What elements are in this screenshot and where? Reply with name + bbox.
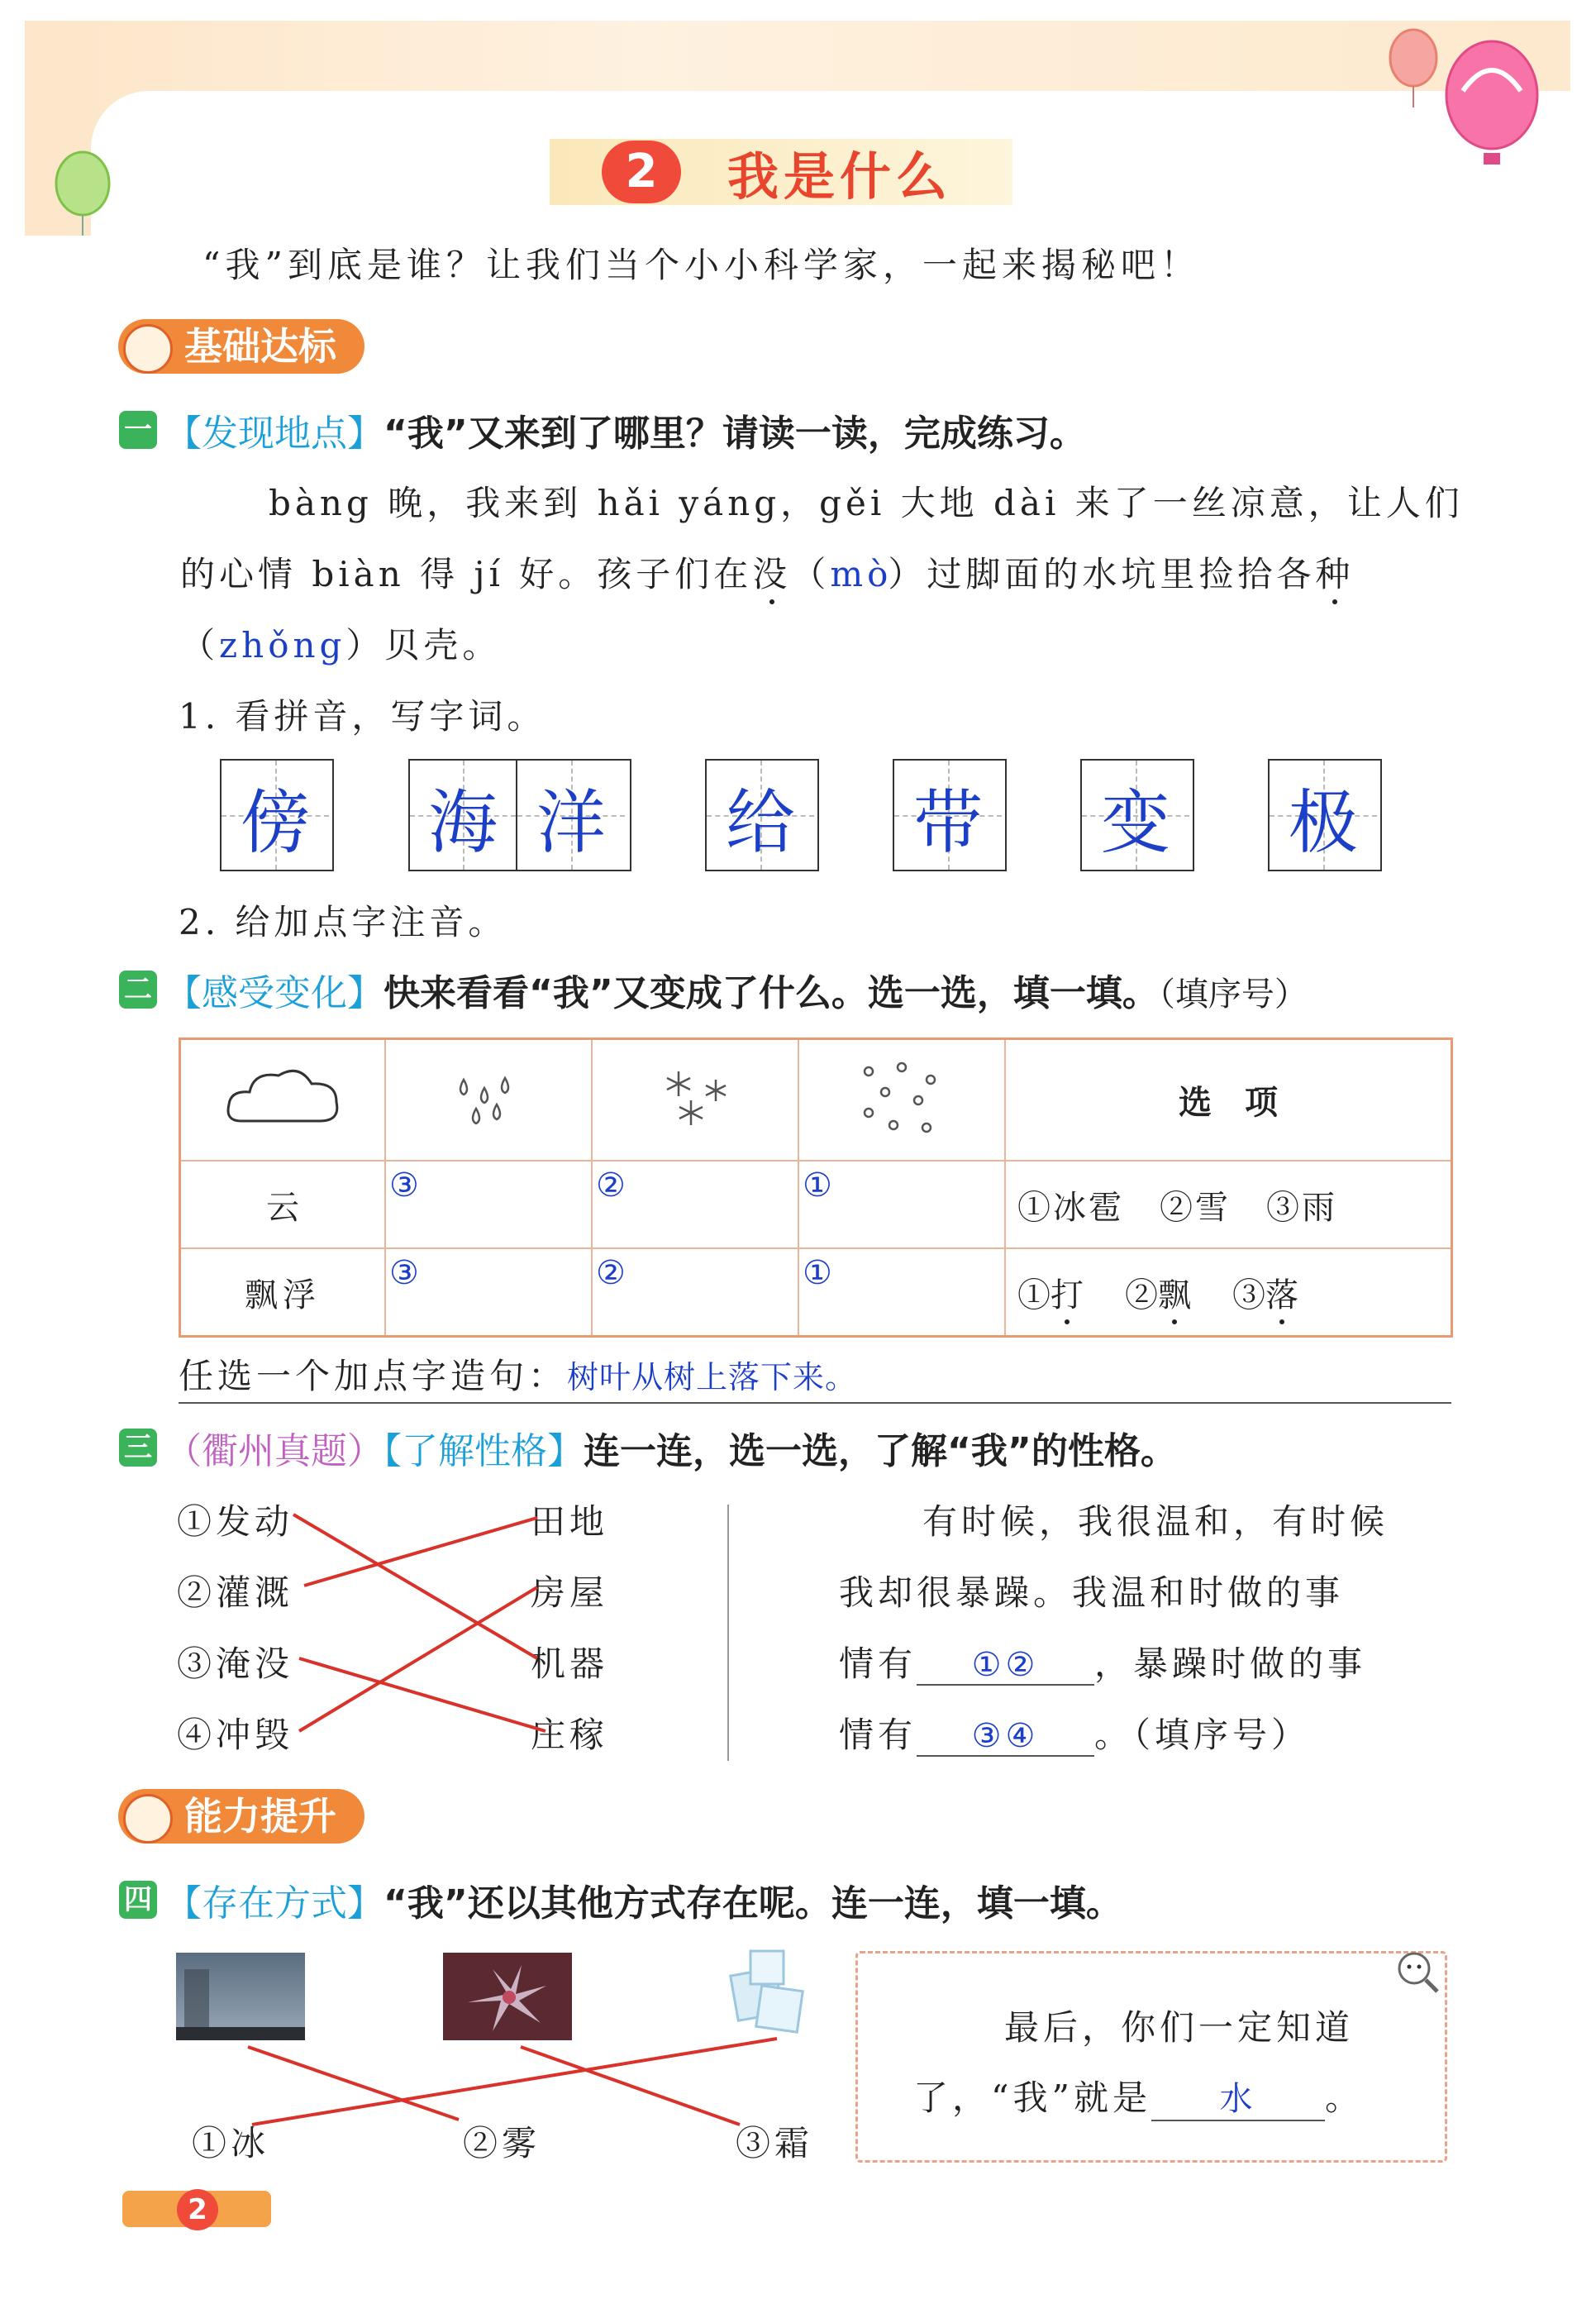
char: 傍 [240,782,310,863]
divider [727,1505,729,1761]
table-row [180,1161,1452,1248]
sec1-line2b: 过脚面的水坑里捡拾各 [927,554,1316,594]
conclusion-box [855,1951,1447,2163]
left-item: ③淹没 [177,1643,294,1684]
match-line-fog [248,2047,459,2120]
opt-num: ② [1125,1276,1158,1314]
badge-basic [118,319,364,374]
box-line1: 最后，你们一定知道 [1004,2007,1355,2048]
snow-cell [592,1039,798,1162]
sec2-heading [165,963,1308,1016]
sentence-line [179,1349,1451,1404]
left-item: ②灌溉 [177,1572,294,1613]
sec1-q2: 2. 给加点字注音。 [179,902,507,942]
answer-circle: ③ [389,1166,419,1204]
sec1-line2 [180,547,1354,597]
table-row [180,1248,1452,1337]
text: 。（填序号） [1094,1715,1311,1755]
intro-text: “我”到底是谁？让我们当个小小科学家，一起来揭秘吧！ [202,245,1200,285]
text: 情有 [839,1715,917,1755]
sentence-label: 任选一个加点字造句： [179,1356,568,1396]
answer-mo: mò [830,554,893,594]
char: 带 [912,782,983,863]
answer-water: 水 [1151,2073,1325,2121]
balloons-icon [1380,25,1546,174]
right-item: 田地 [531,1501,609,1542]
badge-advanced [118,1789,364,1844]
sec1-line1: bàng 晚，我来到 hǎi yáng，gěi 大地 dài 来了一丝凉意，让人们 [269,483,1464,523]
sec3-heading [165,1421,1177,1474]
fog-photo [176,1953,305,2040]
ice-photo [717,1947,808,2038]
row-label: 云 [180,1161,386,1248]
opt-char-dotted: 打 [1051,1276,1084,1314]
dotted-char-mo: 没 [752,554,792,594]
sec1-title: “我”又来到了哪里？请读一读，完成练习。 [384,413,1086,455]
char-box-6 [1268,759,1382,871]
badge-advanced-label: 能力提升 [184,1794,336,1839]
char: 变 [1100,782,1170,863]
sec4-tag: 【存在方式】 [165,1882,384,1925]
row-label: 飘浮 [180,1248,386,1337]
text: ，暴躁时做的事 [1094,1643,1367,1684]
label-ice: ①冰 [192,2123,270,2163]
hail-icon [852,1055,951,1138]
text: 了，“我”就是 [913,2077,1151,2118]
change-table [179,1038,1453,1338]
sec1-line2a: 的心情 biàn 得 jí 好。孩子们在 [180,554,753,594]
answer-circle: ② [596,1254,626,1292]
sec4-title: “我”还以其他方式存在呢。连一连，填一填。 [384,1882,1122,1925]
left-item: ①发动 [177,1501,294,1542]
char-box-3 [705,759,819,871]
right-item: 房屋 [531,1572,609,1613]
sec1-line3 [180,618,501,668]
char-box-4 [893,759,1007,871]
cloud-cell [180,1039,386,1162]
sec1-line3-rest: ）贝壳。 [345,625,502,665]
answer-circle: ② [596,1166,626,1204]
magnifier-icon [1393,1947,1442,1996]
sec3-para4 [839,1708,1310,1758]
box-line2 [913,2071,1364,2121]
raindrops-icon [439,1063,538,1129]
sec1-mark: 一 [119,411,157,449]
cloud-icon [221,1059,345,1133]
paren-right: ） [888,554,927,594]
sec2-tag: 【感受变化】 [165,972,384,1014]
table-header-row [180,1039,1452,1162]
match-line-fadong [293,1515,537,1658]
opt-num: ① [1017,1276,1051,1314]
char: 海 [427,782,498,863]
match-line-chonghui [299,1587,537,1731]
sec4-heading [165,1873,1122,1926]
char: 给 [725,782,795,863]
match-line-frost [521,2047,740,2125]
sec1-q1: 1. 看拼音，写字词。 [179,696,546,737]
hail-cell [798,1039,1005,1162]
medal-icon [123,324,173,374]
lesson-number: 2 [602,141,681,203]
char-box-5 [1080,759,1194,871]
rain-cell [385,1039,592,1162]
row-options: ①冰雹 ②雪 ③雨 [1005,1161,1452,1248]
row-options [1005,1248,1452,1337]
sentence-answer: 树叶从树上落下来。 [567,1359,858,1395]
sec3-para1: 有时候，我很温和，有时候 [922,1501,1389,1542]
answer-violent: ③④ [917,1717,1094,1757]
opt-num: ③ [1232,1276,1265,1314]
left-item: ④冲毁 [177,1715,294,1755]
page-number: 2 [177,2189,218,2230]
sec3-title: 连一连，选一选，了解“我”的性格。 [584,1430,1177,1472]
right-item: 庄稼 [531,1715,609,1755]
right-item: 机器 [531,1643,609,1684]
match-line-guangai [304,1518,537,1586]
label-frost: ③霜 [736,2123,814,2163]
badge-basic-label: 基础达标 [184,324,336,369]
char-box-1 [220,759,334,871]
label-fog: ②雾 [463,2123,541,2163]
paren-left: （ [791,554,831,594]
answer-gentle: ①② [917,1646,1094,1686]
opt-char-dotted: 落 [1265,1276,1298,1314]
dotted-char-zhong: 种 [1315,554,1355,594]
sec2-title: 快来看看“我”又变成了什么。选一选，填一填。 [384,972,1159,1014]
match-line-ice [252,2039,777,2125]
sec2-note: （填序号） [1158,976,1308,1014]
char: 极 [1288,782,1358,863]
sec1-tag: 【发现地点】 [165,413,384,455]
options-header: 选 项 [1005,1039,1452,1162]
answer-zhong: zhǒng [219,625,346,665]
answer-circle: ① [803,1166,832,1204]
sec3-para2: 我却很暴躁。我温和时做的事 [839,1572,1345,1613]
snowflake-icon [646,1063,745,1129]
lesson-title: 我是什么 [727,146,953,207]
sec3-tag: 【了解性格】 [384,1430,584,1472]
char-box-2 [408,759,631,871]
opt-char-dotted: 飘 [1158,1276,1191,1314]
sec1-heading [165,403,1086,456]
sec2-mark: 二 [119,971,157,1009]
match-line-yanmo [299,1658,545,1731]
certificate-icon [123,1794,173,1844]
sec3-mark: 三 [119,1429,157,1467]
frost-photo [443,1953,572,2040]
sec3-para3 [839,1637,1366,1686]
green-balloon-icon [50,149,116,240]
answer-circle: ① [803,1254,832,1292]
text: 情有 [839,1643,917,1684]
paren-left-2: （ [180,625,220,665]
answer-circle: ③ [389,1254,419,1292]
text: 。 [1324,2077,1364,2118]
char: 洋 [536,782,606,863]
sec4-mark: 四 [119,1881,157,1919]
sec3-source: （衢州真题） [165,1430,384,1472]
